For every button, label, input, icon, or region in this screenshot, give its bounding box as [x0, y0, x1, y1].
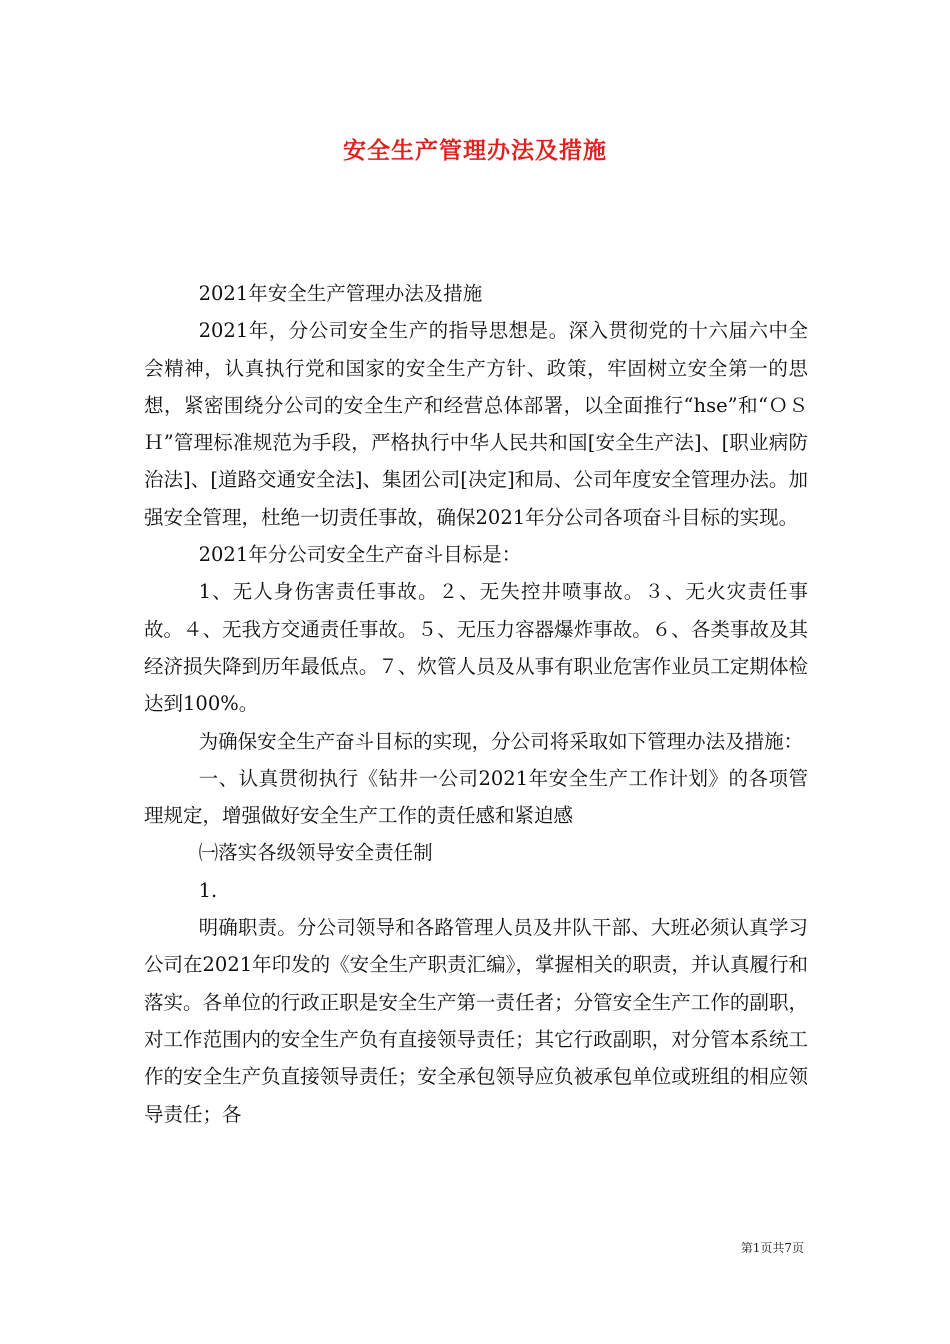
paragraph-section-one: 一、认真贯彻执行《钻井一公司2021年安全生产工作计划》的各项管理规定，增强做好安全生产工作的责任感和紧迫感 — [144, 766, 808, 828]
paragraph-goals-heading: 2021年分公司安全生产奋斗目标是： — [198, 543, 522, 567]
document-body — [144, 275, 808, 1133]
paragraph-guiding-thought: 2021年，分公司安全生产的指导思想是。深入贯彻党的十六届六中全会精神，认真执行党和国家的安全生产方针、政策，牢固树立安全第一的思想，紧密围绕分公司的安全生产和经营总体部署，以全面推行“hse”和“ＯＳＨ”管理标准规范为手段，严格执行中华人民共和国[安全生产法]、[职业病防治法]、[道路交通安全法]、集团公司[决定]和局、公司年度安全管理办法。加强安全管理，杜绝一切责任事故，确保2021年分公司各项奋斗目标的实现。 — [144, 319, 808, 529]
document-title: 安全生产管理办法及措施 — [343, 138, 607, 164]
paragraph-measures-intro: 为确保安全生产奋斗目标的实现，分公司将采取如下管理办法及措施： — [198, 729, 804, 753]
page-number: 第1页共7页 — [740, 1241, 804, 1255]
paragraph-responsibilities: 明确职责。分公司领导和各路管理人员及井队干部、大班必须认真学习公司在2021年印发的《安全生产职责汇编》，掌握相关的职责，并认真履行和落实。各单位的行政正职是安全生产第一责任者；分管安全生产工作的副职，对工作范围内的安全生产负有直接领导责任；其它行政副职，对分管本系统工作的安全生产负直接领导责任；安全承包领导应负被承包单位或班组的相应领导责任；各 — [144, 916, 808, 1126]
paragraph-subsection-one: ㈠落实各级领导安全责任制 — [198, 841, 433, 865]
paragraph-item-number: 1. — [198, 878, 218, 902]
paragraph-subtitle: 2021年安全生产管理办法及措施 — [198, 282, 483, 305]
paragraph-goals-list: 1、无人身伤害责任事故。２、无失控井喷事故。３、无火灾责任事故。４、无我方交通责任事故。５、无压力容器爆炸事故。６、各类事故及其经济损失降到历年最低点。７、炊管人员及从事有职业危害作业员工定期体检达到100%。 — [144, 580, 808, 716]
